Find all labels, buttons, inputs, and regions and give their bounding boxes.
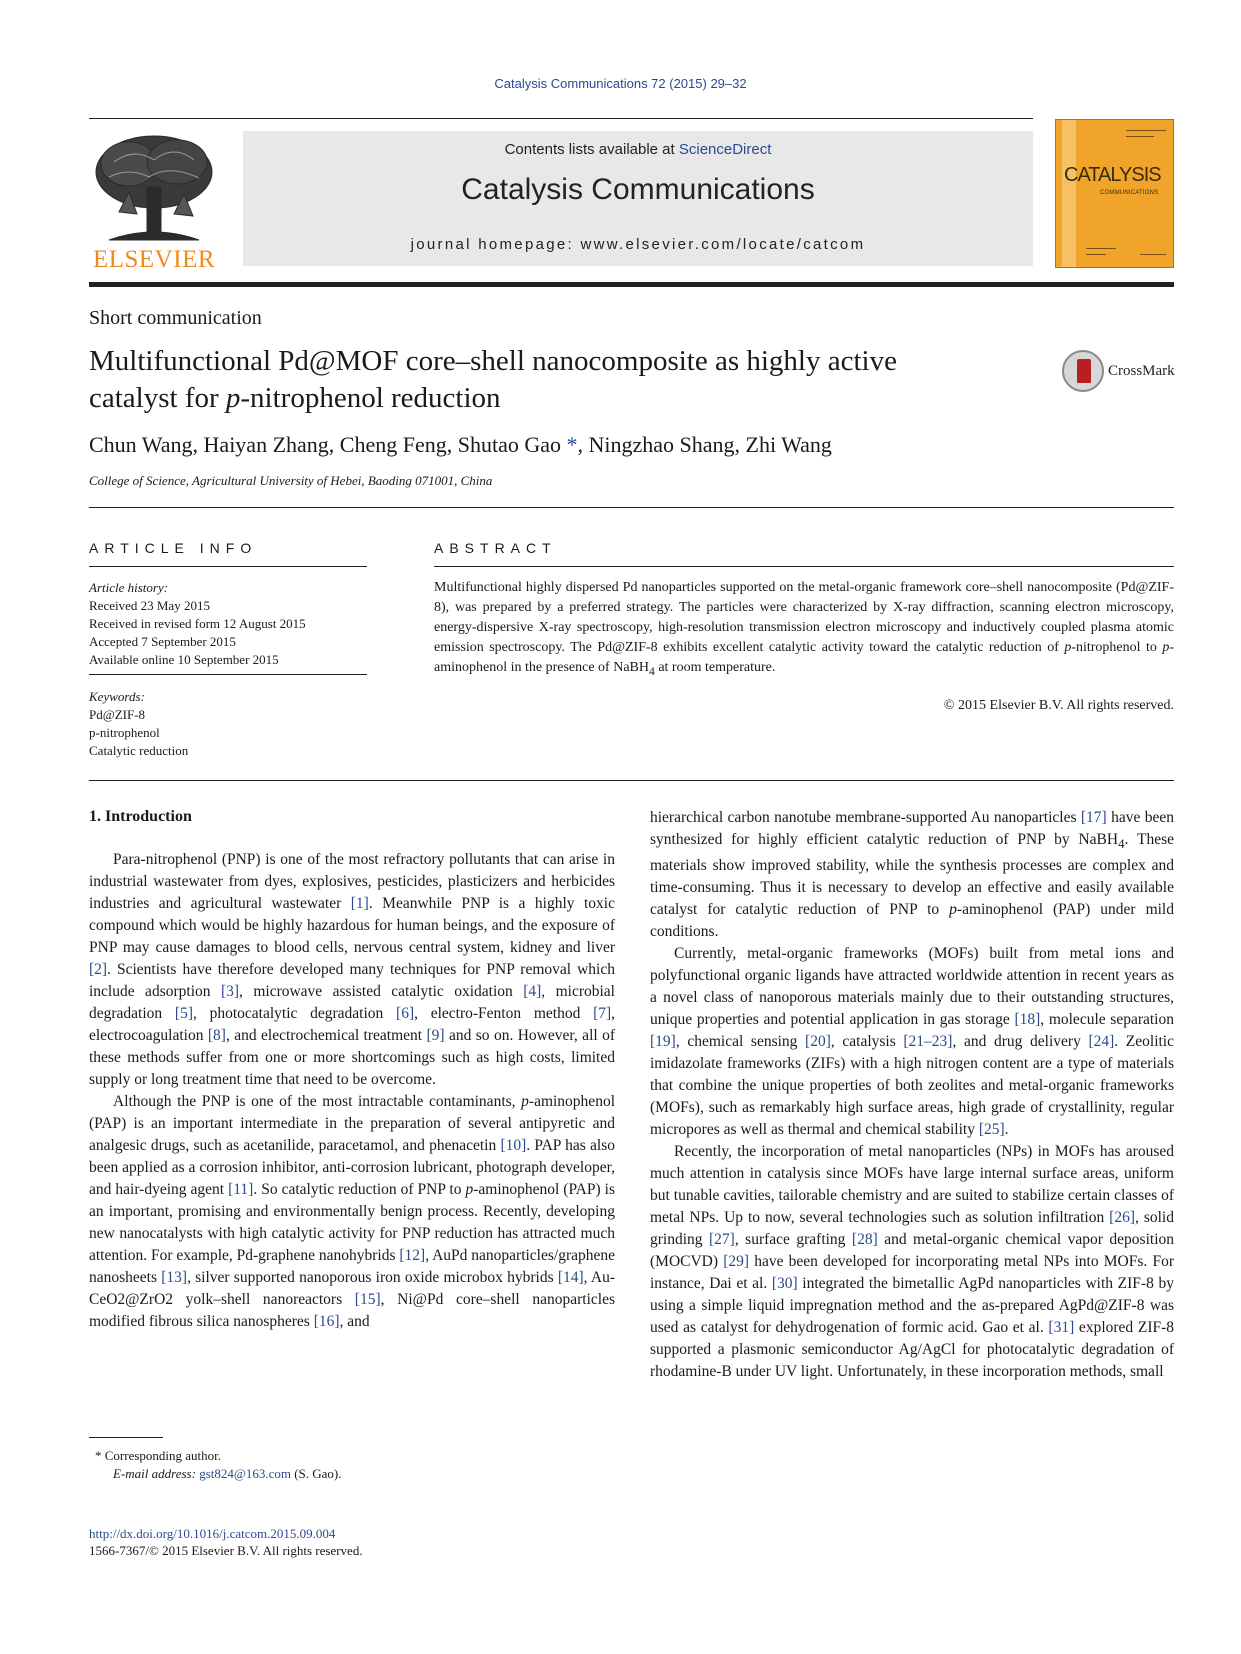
paragraph-text: , and [339,1313,370,1330]
paragraph-text: -aminophenol (PAP) is an important intermediate in the preparation of several antipyretic and analgesic drugs, such as acetanilide, paracetamol, and phenacetin [89,1093,615,1154]
paragraph-text: , catalysis [830,1033,904,1051]
citation-link[interactable]: [13] [161,1269,188,1286]
header-top-rule [89,118,1033,119]
title-text-end: -nitrophenol reduction [240,382,501,414]
journal-reference[interactable]: Catalysis Communications 72 (2015) 29–32 [494,76,747,91]
abstract-italic: p [1162,640,1170,655]
intro-paragraph-1 [89,849,615,1091]
citation-link[interactable]: [6] [396,1005,415,1022]
abstract-part: Multifunctional highly dispersed Pd nanoparticles supported on the metal-organic framework core–shell nanocomposite (Pd@ZIF-8), was prepared by a preferred strategy. The particles were characterized by X-ray diffraction, scanning electron microscopy, energy-dispersive X-ray spectroscopy, high-resolution transmission electron microscopy and inductively coupled plasma atomic emission spectroscopy. The Pd@ZIF-8 exhibits excellent catalytic activity toward the catalytic reduction of [434,580,1174,655]
subscript-text: 4 [1118,836,1125,852]
intro-paragraph-2 [89,1091,615,1333]
email-suffix: (S. Gao). [290,1466,342,1481]
citation-link[interactable]: [12] [399,1247,426,1264]
cover-mark [1086,254,1106,255]
paragraph-text: hierarchical carbon nanotube membrane-supported Au nanoparticles [650,809,1081,826]
citation-link[interactable]: [20] [805,1033,831,1051]
body-column-left [89,849,615,1333]
keywords [89,688,369,760]
contents-prefix: Contents lists available at [504,141,679,158]
citation-link[interactable]: [25] [978,1121,1005,1139]
paragraph-text: explored ZIF-8 supported a plasmonic semiconductor Ag/AgCl for photocatalytic degradation of rhodamine-B under UV light. Unfortunately, in these incorporation methods, small [650,1319,1175,1381]
author-affiliation: College of Science, Agricultural University of Hebei, Baoding 071001, China [89,473,493,488]
body-rule [89,780,1174,781]
paragraph-text: have been synthesized for highly efficient catalytic reduction of PNP by NaBH [650,809,1174,848]
paragraph-text: . Zeolitic imidazolate frameworks (ZIFs) with a high nitrogen content are a type of materials that combine the unique properties of both zeolites and metal-organic frameworks (MOFs), such as remarkably high surface areas, high grade of crystallinity, regular micropores as well as thermal and chemical stability [650,1033,1174,1139]
citation-link[interactable]: [14] [557,1269,584,1286]
paragraph-text: , chemical sensing [675,1033,806,1051]
paragraph-text: , AuPd nanoparticles/graphene nanosheets [89,1247,616,1286]
corresponding-author-note: Corresponding author. [104,1448,222,1463]
journal-banner [243,131,1033,266]
paragraph-text: and metal-organic chemical vapor deposition (MOCVD) [650,1231,1175,1271]
author-list [89,432,832,458]
citation-link[interactable]: [26] [1109,1209,1135,1227]
article-type: Short communication [89,307,262,329]
citation-link[interactable]: [21–23] [903,1033,953,1051]
paragraph-text: . Meanwhile PNP is a highly toxic compound which would be highly hazardous for human beings, and the exposure of PNP may cause damages to blood cells, nervous central system, kidney and liver [89,895,615,956]
journal-homepage[interactable]: journal homepage: www.elsevier.com/locate/catcom [410,236,866,253]
doi-link[interactable]: http://dx.doi.org/10.1016/j.catcom.2015.09.004 [89,1526,336,1541]
paragraph-text: . Scientists have therefore developed many techniques for PNP removal which include adsorption [89,961,615,1000]
paragraph-text: have been developed for incorporating metal NPs into MOFs. For instance, Dai et al. [650,1253,1174,1293]
intro-paragraph-5 [650,1141,1174,1383]
history-revised: Received in revised form 12 August 2015 [89,616,306,631]
cover-mark [1126,136,1154,137]
email-label: E-mail address: [113,1466,196,1481]
abstract-part: at room temperature. [654,660,776,675]
keyword-item: Catalytic reduction [89,743,189,758]
authors-rest: , Ningzhao Shang, Zhi Wang [577,432,832,457]
paragraph-text: Recently, the incorporation of metal nanoparticles (NPs) in MOFs has aroused much attention in catalysis since MOFs have large internal surface areas, uniform but tunable cavities, tailorable chemistry and are suited to stabilize certain classes of metal NPs. Up to now, several technologies such as solution infiltration [650,1143,1174,1227]
paragraph-text: Currently, metal-organic frameworks (MOFs) built from metal ions and polyfunctional organic ligands have attracted worldwide attention in recent years as a novel class of nanoporous materials mainly due to their outstanding structures, unique properties and potential application in gas storage [650,945,1174,1029]
contents-line [243,141,1033,158]
intro-paragraph-4 [650,943,1174,1141]
citation-link[interactable]: [4] [523,983,542,1000]
paragraph-text: integrated the bimetallic AgPd nanoparticles with ZIF-8 by using a simple liquid impregnation method and the as-prepared AgPd@ZIF-8 was used as catalyst for dehydrogenation of formic acid. Gao et al. [650,1275,1174,1337]
paragraph-text: , electrocoagulation [89,1005,616,1044]
footnote-star: * [95,1448,102,1463]
citation-link[interactable]: [17] [1080,809,1107,826]
paragraph-text: , microbial degradation [89,983,615,1022]
citation-link[interactable]: [11] [228,1181,254,1198]
body-column-right [650,807,1174,1383]
citation-link[interactable]: [19] [650,1033,676,1051]
paragraph-text: -aminophenol (PAP) under mild conditions. [650,901,1174,941]
abstract-italic: p [1064,640,1072,655]
citation-link[interactable]: [15] [354,1291,381,1308]
citation-link[interactable]: [1] [350,895,369,912]
crossmark-label: CrossMark [1108,363,1175,379]
citation-link[interactable]: [16] [313,1313,340,1330]
tree-logo-icon [89,132,219,244]
crossmark-icon [1062,350,1104,392]
paragraph-text: Para-nitrophenol (PNP) is one of the most refractory pollutants that can arise in industrial wastewater from dyes, explosives, pesticides, plasticizers and herbicides industries and agricultural wastewater [89,851,615,912]
cover-mark [1086,248,1116,249]
citation-link[interactable]: [29] [723,1253,750,1271]
cover-subtitle: COMMUNICATIONS [1100,190,1159,196]
italic-text: p [465,1181,474,1198]
cover-title: CATALYSIS [1064,164,1161,186]
keywords-label: Keywords: [89,689,145,704]
paragraph-text: and so on. However, all of these methods suffer from one or more shortcomings such as high costs, limited supply or long treatment time that need to be overcome. [89,1027,615,1088]
crossmark-bookmark-shape [1077,359,1091,383]
article-title [89,343,989,417]
citation-link[interactable]: [24] [1088,1033,1115,1051]
keywords-rule [89,674,367,675]
affiliation-rule [89,507,1174,508]
title-text: Multifunctional Pd@MOF core–shell nanocomposite as highly active catalyst for [89,345,897,414]
elsevier-wordmark: ELSEVIER [92,246,216,273]
citation-link[interactable]: [8] [207,1027,226,1044]
citation-link[interactable]: [27] [709,1231,735,1249]
paragraph-text: . [1004,1121,1009,1139]
abstract-part: -aminophenol in the presence of NaBH [434,640,1174,675]
citation-link[interactable]: [7] [593,1005,612,1022]
paragraph-text: , silver supported nanoporous iron oxide microbox hybrids [187,1269,558,1286]
sciencedirect-link[interactable]: ScienceDirect [678,141,772,158]
article-info-rule [89,566,367,567]
citation-link[interactable]: [2] [89,961,108,978]
paragraph-text: , photocatalytic degradation [192,1005,397,1022]
paragraph-text: , Ni@Pd core–shell nanoparticles modified fibrous silica nanospheres [89,1291,615,1330]
keyword-item: p-nitrophenol [89,725,160,740]
citation-link[interactable]: [31] [1048,1319,1075,1337]
abstract-heading: ABSTRACT [434,540,557,556]
citation-link[interactable]: [5] [174,1005,193,1022]
header-thick-rule [89,282,1174,287]
italic-text: p [521,1093,529,1110]
abstract-rule [434,566,1174,567]
footnote-rule [89,1437,163,1438]
citation-link[interactable]: [28] [851,1231,878,1249]
footnote [89,1447,342,1483]
crossmark-button[interactable] [1062,350,1182,396]
paragraph-text: . So catalytic reduction of PNP to [253,1181,466,1198]
cover-spine-bar [1062,120,1076,267]
paragraph-text: -aminophenol (PAP) is an important, promising and environmentally benign process. Recently, developing new nanocatalysts with high catalytic activity for PNP reduction has attracted much attention. For example, Pd-graphene nanohybrids [89,1181,615,1264]
intro-paragraph-3 [650,807,1174,943]
section-heading-introduction: 1. Introduction [89,808,192,825]
paragraph-text: , and electrochemical treatment [225,1027,427,1044]
paragraph-text: , electro-Fenton method [414,1005,594,1022]
keyword-item: Pd@ZIF-8 [89,707,146,722]
paragraph-text: , microwave assisted catalytic oxidation [239,983,524,1000]
abstract-subscript: 4 [649,664,655,678]
paragraph-text: Although the PNP is one of the most intractable contaminants, [113,1093,522,1110]
abstract-copyright: © 2015 Elsevier B.V. All rights reserved. [943,698,1174,713]
paragraph-text: , Au-CeO2@ZrO2 yolk–shell nanoreactors [89,1269,616,1308]
email-link[interactable]: gst824@163.com [199,1466,291,1481]
doi-block [89,1525,363,1559]
citation-link[interactable]: [18] [1014,1011,1041,1029]
paragraph-text: . These materials show improved stability, while the synthesis processes are complex and time-consuming. Thus it is necessary to develop an effective and easily available catalyst for catalytic reduction of PNP to [650,831,1174,919]
cover-mark [1140,254,1166,255]
history-online: Available online 10 September 2015 [89,652,279,667]
article-info-heading: ARTICLE INFO [89,540,258,556]
journal-title: Catalysis Communications [461,173,815,206]
title-italic-p: p [225,382,241,414]
article-history [89,579,369,669]
paragraph-text: . PAP has also been applied as a corrosion inhibitor, anti-corrosion lubricant, photograph developer, and hair-dyeing agent [89,1137,615,1198]
journal-cover-thumbnail[interactable] [1055,119,1174,268]
paragraph-text: , and drug delivery [952,1033,1089,1051]
abstract-text [434,578,1174,682]
citation-link[interactable]: [9] [426,1027,445,1044]
corresponding-author-link[interactable]: * [566,432,578,457]
paragraph-text: , solid grinding [650,1209,1174,1249]
authors-first: Chun Wang, Haiyan Zhang, Cheng Feng, Shutao Gao [89,432,567,457]
issn-copyright: 1566-7367/© 2015 Elsevier B.V. All rights reserved. [89,1543,363,1558]
citation-link[interactable]: [3] [220,983,240,1000]
paragraph-text: , molecule separation [1040,1011,1174,1029]
citation-link[interactable]: [30] [771,1275,798,1293]
history-received: Received 23 May 2015 [89,598,210,613]
paragraph-text: , surface grafting [734,1231,852,1249]
citation-link[interactable]: [10] [500,1137,527,1154]
history-accepted: Accepted 7 September 2015 [89,634,236,649]
abstract-part: -nitrophenol to [1071,640,1163,655]
cover-mark [1126,130,1166,131]
italic-text: p [949,901,957,919]
history-label: Article history: [89,580,169,595]
